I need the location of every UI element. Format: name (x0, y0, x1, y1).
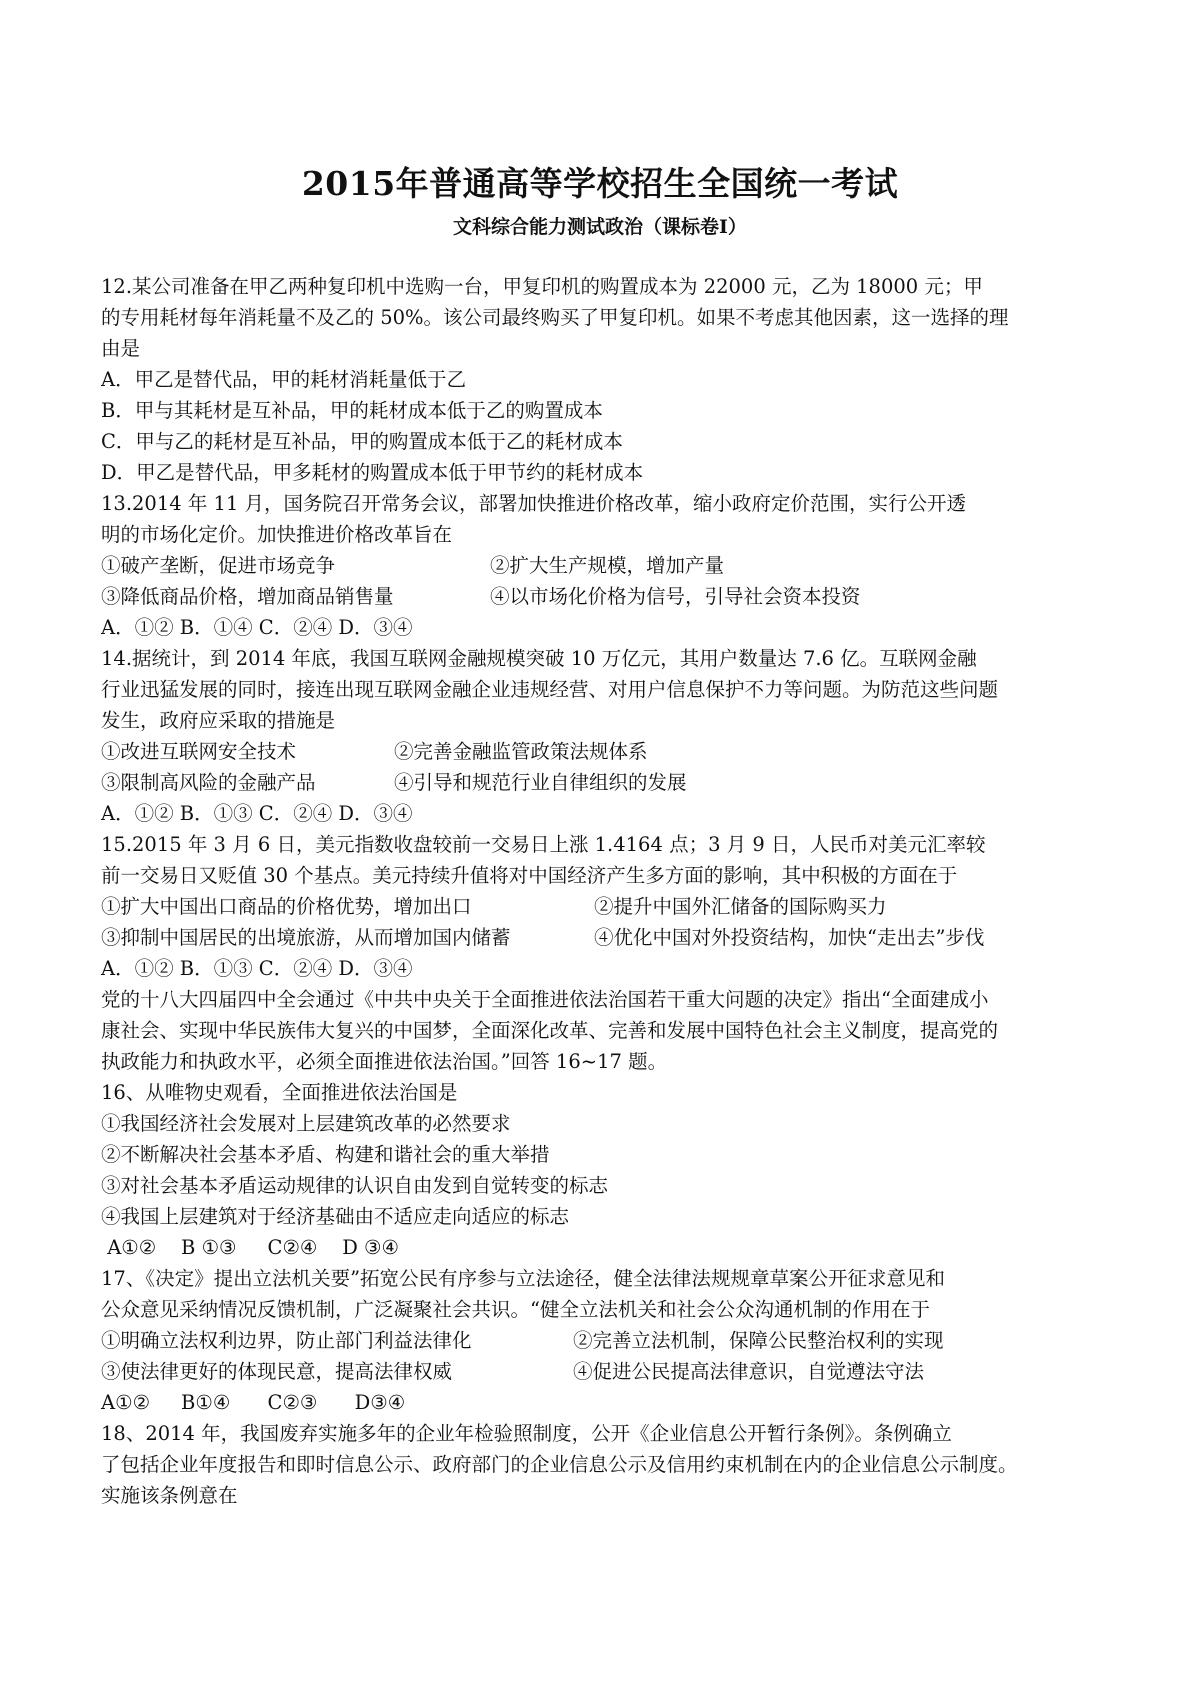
q18-stem-line3: 实施该条例意在 (101, 1484, 238, 1507)
q12-stem-line1: 12.某公司准备在甲乙两种复印机中选购一台，甲复印机的购置成本为 22000 元，乙为 18000 元；甲 (101, 275, 983, 298)
q15-stem-line1: 15.2015 年 3 月 6 日，美元指数收盘较前一交易日上涨 1.4164 点；3 月 9 日，人民币对美元汇率较 (101, 833, 986, 856)
q12-option-b: B．甲与其耗材是互补品，甲的耗材成本低于乙的购置成本 (101, 399, 603, 422)
q12-option-d: D．甲乙是替代品，甲多耗材的购置成本低于甲节约的耗材成本 (101, 461, 644, 484)
q14-item-3: ③限制高风险的金融产品 (101, 771, 316, 794)
q17-item-2: ②完善立法机制，保障公民整治权利的实现 (573, 1329, 944, 1352)
material-line3: 执政能力和执政水平，必须全面推进依法治国。”回答 16~17 题。 (101, 1050, 668, 1073)
page-subtitle: 文科综合能力测试政治（课标卷Ⅰ） (453, 216, 747, 238)
q15-choices: A．①② B．①③ C．②④ D．③④ (101, 957, 413, 980)
q15-item-4: ④优化中国对外投资结构，加快“走出去”步伐 (594, 926, 985, 949)
q14-stem-line3: 发生，政府应采取的措施是 (101, 709, 336, 732)
q13-item-4: ④以市场化价格为信号，引导社会资本投资 (490, 585, 861, 608)
q12-option-a: A．甲乙是替代品，甲的耗材消耗量低于乙 (101, 368, 467, 391)
q18-stem-line1: 18、2014 年，我国废弃实施多年的企业年检验照制度，公开《企业信息公开暂行条例》。条例确立 (101, 1422, 952, 1445)
q18-stem-line2: 了包括企业年度报告和即时信息公示、政府部门的企业信息公示及信用约束机制在内的企业信息公示制度。 (101, 1453, 1018, 1476)
q16-stem: 16、从唯物史观看，全面推进依法治国是 (101, 1081, 458, 1104)
q14-item-1: ①改进互联网安全技术 (101, 740, 297, 763)
page-title: 2015年普通高等学校招生全国统一考试 (301, 164, 899, 203)
q15-item-2: ②提升中国外汇储备的国际购买力 (594, 895, 887, 918)
q13-choices: A．①② B．①④ C．②④ D．③④ (101, 616, 413, 639)
q17-choices: A①② B①④ C②③ D③④ (101, 1391, 406, 1414)
q16-item-3: ③对社会基本矛盾运动规律的认识自由发到自觉转变的标志 (101, 1174, 609, 1197)
q17-item-3: ③使法律更好的体现民意，提高法律权威 (101, 1360, 453, 1383)
material-line2: 康社会、实现中华民族伟大复兴的中国梦，全面深化改革、完善和发展中国特色社会主义制度，提高党的 (101, 1019, 999, 1042)
q17-stem-line1: 17、《决定》提出立法机关要”拓宽公民有序参与立法途径，健全法律法规规章草案公开征求意见和 (101, 1267, 946, 1290)
q15-stem-line2: 前一交易日又贬值 30 个基点。美元持续升值将对中国经济产生多方面的影响，其中积极的方面在于 (101, 864, 958, 887)
q15-item-1: ①扩大中国出口商品的价格优势，增加出口 (101, 895, 472, 918)
q13-item-3: ③降低商品价格，增加商品销售量 (101, 585, 394, 608)
q16-item-2: ②不断解决社会基本矛盾、构建和谐社会的重大举措 (101, 1143, 550, 1166)
q12-option-c: C．甲与乙的耗材是互补品，甲的购置成本低于乙的耗材成本 (101, 430, 623, 453)
q17-stem-line2: 公众意见采纳情况反馈机制，广泛凝聚社会共识。“健全立法机关和社会公众沟通机制的作用在于 (101, 1298, 930, 1321)
q16-item-4: ④我国上层建筑对于经济基础由不适应走向适应的标志 (101, 1205, 570, 1228)
q17-item-4: ④促进公民提高法律意识，自觉遵法守法 (573, 1360, 925, 1383)
q14-choices: A．①② B．①③ C．②④ D．③④ (101, 802, 413, 825)
q16-choices: A①② B ①③ C②④ D ③④ (101, 1236, 399, 1259)
q14-stem-line1: 14.据统计，到 2014 年底，我国互联网金融规模突破 10 万亿元，其用户数量达 7.6 亿。互联网金融 (101, 647, 977, 670)
q13-item-1: ①破产垄断，促进市场竞争 (101, 554, 336, 577)
q13-item-2: ②扩大生产规模，增加产量 (490, 554, 725, 577)
q14-item-4: ④引导和规范行业自律组织的发展 (394, 771, 687, 794)
q12-stem-line3: 由是 (101, 337, 141, 360)
q15-item-3: ③抑制中国居民的出境旅游，从而增加国内储蓄 (101, 926, 511, 949)
q13-stem-line2: 明的市场化定价。加快推进价格改革旨在 (101, 523, 453, 546)
q12-stem-line2: 的专用耗材每年消耗量不及乙的 50%。该公司最终购买了甲复印机。如果不考虑其他因素，这一选择的理 (101, 306, 1009, 329)
q14-item-2: ②完善金融监管政策法规体系 (394, 740, 648, 763)
q16-item-1: ①我国经济社会发展对上层建筑改革的必然要求 (101, 1112, 511, 1135)
q17-item-1: ①明确立法权利边界，防止部门利益法律化 (101, 1329, 472, 1352)
q14-stem-line2: 行业迅猛发展的同时，接连出现互联网金融企业违规经营、对用户信息保护不力等问题。为防范这些问题 (101, 678, 999, 701)
material-line1: 党的十八大四届四中全会通过《中共中央关于全面推进依法治国若干重大问题的决定》指出“全面建成小 (101, 988, 989, 1011)
q13-stem-line1: 13.2014 年 11 月，国务院召开常务会议，部署加快推进价格改革，缩小政府定价范围，实行公开透 (101, 492, 967, 515)
